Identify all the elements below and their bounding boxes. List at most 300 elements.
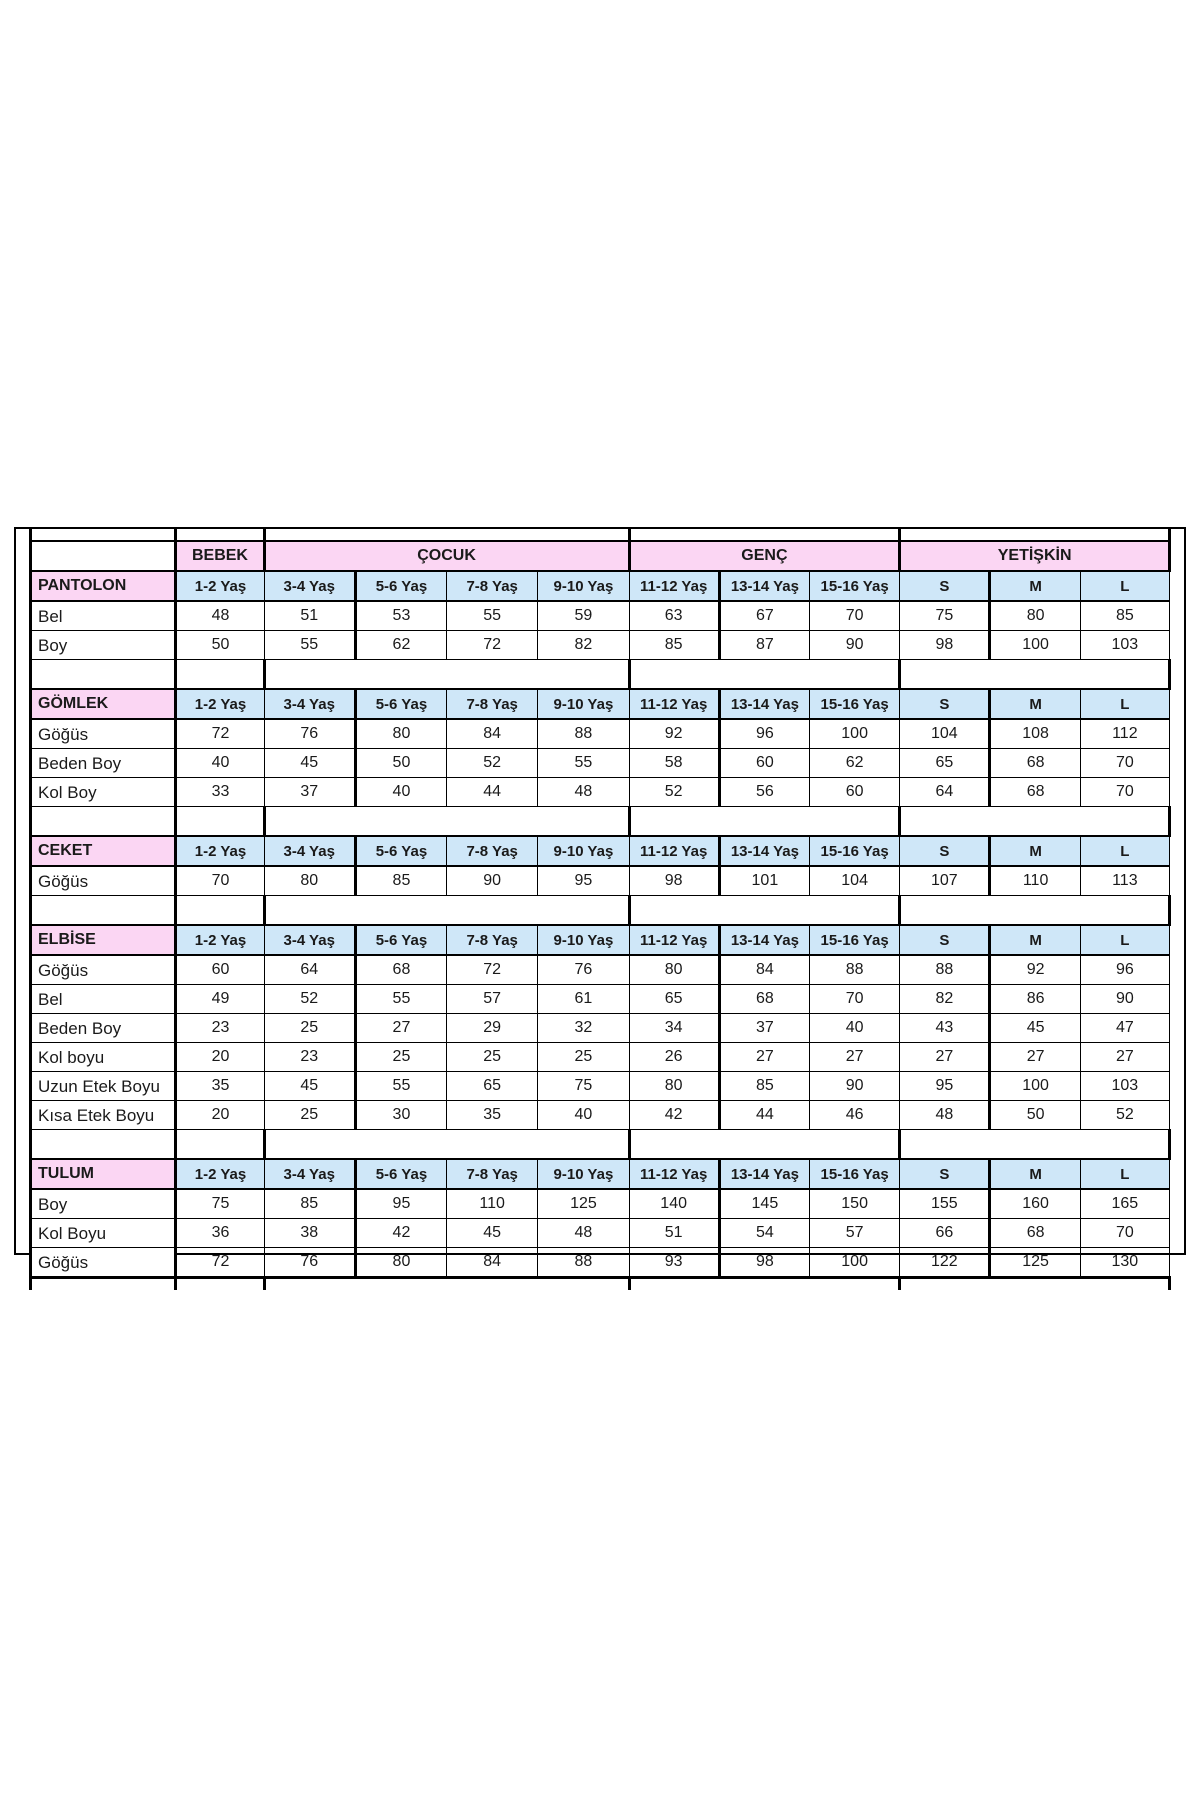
gap-cell bbox=[31, 529, 176, 541]
size-header-cell: 11-12 Yaş bbox=[629, 689, 719, 719]
size-header-cell: M bbox=[990, 689, 1080, 719]
value-cell: 84 bbox=[447, 719, 538, 749]
spacer-cell bbox=[900, 896, 1170, 926]
value-cell: 50 bbox=[355, 749, 446, 778]
value-cell: 30 bbox=[355, 1101, 446, 1130]
value-cell: 48 bbox=[538, 778, 629, 807]
value-cell: 80 bbox=[990, 601, 1080, 631]
value-cell: 68 bbox=[719, 985, 809, 1014]
value-cell: 95 bbox=[538, 866, 629, 896]
measure-label-cell: Göğüs bbox=[31, 866, 176, 896]
value-cell: 90 bbox=[1080, 985, 1169, 1014]
gap-cell bbox=[264, 1278, 629, 1291]
bottom-gap-row bbox=[31, 1278, 1170, 1291]
value-cell: 145 bbox=[719, 1189, 809, 1219]
size-header-cell: 11-12 Yaş bbox=[629, 836, 719, 866]
value-cell: 45 bbox=[447, 1219, 538, 1248]
measure-row bbox=[31, 1189, 1170, 1219]
value-cell: 70 bbox=[176, 866, 264, 896]
size-header-cell: 1-2 Yaş bbox=[176, 689, 264, 719]
size-header-cell: 3-4 Yaş bbox=[264, 1159, 355, 1189]
spacer-cell bbox=[264, 660, 629, 690]
value-cell: 27 bbox=[810, 1043, 900, 1072]
size-header-cell: 7-8 Yaş bbox=[447, 836, 538, 866]
value-cell: 95 bbox=[355, 1189, 446, 1219]
value-cell: 40 bbox=[810, 1014, 900, 1043]
value-cell: 100 bbox=[990, 1072, 1080, 1101]
value-cell: 155 bbox=[900, 1189, 990, 1219]
value-cell: 98 bbox=[719, 1248, 809, 1278]
size-header-cell: S bbox=[900, 571, 990, 601]
section-spacer-row bbox=[31, 807, 1170, 837]
size-header-cell: 5-6 Yaş bbox=[355, 571, 446, 601]
value-cell: 88 bbox=[538, 719, 629, 749]
gap-cell bbox=[176, 529, 264, 541]
value-cell: 88 bbox=[900, 955, 990, 985]
size-header-cell: 3-4 Yaş bbox=[264, 571, 355, 601]
size-header-cell: 5-6 Yaş bbox=[355, 1159, 446, 1189]
value-cell: 88 bbox=[810, 955, 900, 985]
value-cell: 32 bbox=[538, 1014, 629, 1043]
measure-row bbox=[31, 1072, 1170, 1101]
value-cell: 70 bbox=[1080, 778, 1169, 807]
size-header-cell: 7-8 Yaş bbox=[447, 571, 538, 601]
size-header-cell: S bbox=[900, 1159, 990, 1189]
size-header-cell: 7-8 Yaş bbox=[447, 925, 538, 955]
value-cell: 27 bbox=[355, 1014, 446, 1043]
size-header-cell: 11-12 Yaş bbox=[629, 1159, 719, 1189]
spacer-cell bbox=[176, 807, 264, 837]
value-cell: 160 bbox=[990, 1189, 1080, 1219]
measure-label-cell: Kısa Etek Boyu bbox=[31, 1101, 176, 1130]
value-cell: 84 bbox=[719, 955, 809, 985]
spacer-cell bbox=[264, 896, 629, 926]
measure-row bbox=[31, 1043, 1170, 1072]
value-cell: 75 bbox=[538, 1072, 629, 1101]
group-header-cell: ÇOCUK bbox=[264, 541, 629, 571]
section-name-cell: CEKET bbox=[31, 836, 176, 866]
value-cell: 100 bbox=[990, 631, 1080, 660]
value-cell: 75 bbox=[900, 601, 990, 631]
value-cell: 45 bbox=[264, 1072, 355, 1101]
size-chart-table bbox=[29, 529, 1171, 1290]
value-cell: 84 bbox=[447, 1248, 538, 1278]
measure-label-cell: Bel bbox=[31, 985, 176, 1014]
value-cell: 140 bbox=[629, 1189, 719, 1219]
size-header-cell: 13-14 Yaş bbox=[719, 1159, 809, 1189]
spacer-cell bbox=[31, 660, 176, 690]
size-header-cell: 5-6 Yaş bbox=[355, 689, 446, 719]
value-cell: 52 bbox=[1080, 1101, 1169, 1130]
value-cell: 90 bbox=[810, 631, 900, 660]
gap-cell bbox=[629, 529, 900, 541]
section-spacer-row bbox=[31, 896, 1170, 926]
measure-row bbox=[31, 866, 1170, 896]
value-cell: 70 bbox=[1080, 1219, 1169, 1248]
size-header-cell: 13-14 Yaş bbox=[719, 571, 809, 601]
measure-label-cell: Kol Boyu bbox=[31, 1219, 176, 1248]
section-header-row bbox=[31, 925, 1170, 955]
measure-label-cell: Göğüs bbox=[31, 719, 176, 749]
size-header-cell: 15-16 Yaş bbox=[810, 836, 900, 866]
spacer-cell bbox=[900, 807, 1170, 837]
measure-row bbox=[31, 719, 1170, 749]
value-cell: 52 bbox=[629, 778, 719, 807]
spacer-cell bbox=[264, 1130, 629, 1160]
value-cell: 51 bbox=[629, 1219, 719, 1248]
value-cell: 90 bbox=[810, 1072, 900, 1101]
value-cell: 68 bbox=[990, 1219, 1080, 1248]
section-header-row bbox=[31, 836, 1170, 866]
measure-label-cell: Beden Boy bbox=[31, 1014, 176, 1043]
spacer-cell bbox=[900, 1130, 1170, 1160]
value-cell: 29 bbox=[447, 1014, 538, 1043]
value-cell: 76 bbox=[264, 1248, 355, 1278]
spacer-cell bbox=[629, 807, 900, 837]
value-cell: 80 bbox=[629, 955, 719, 985]
size-header-cell: 9-10 Yaş bbox=[538, 689, 629, 719]
size-header-cell: 15-16 Yaş bbox=[810, 689, 900, 719]
value-cell: 72 bbox=[447, 631, 538, 660]
value-cell: 125 bbox=[990, 1248, 1080, 1278]
value-cell: 45 bbox=[264, 749, 355, 778]
size-header-cell: 15-16 Yaş bbox=[810, 1159, 900, 1189]
value-cell: 68 bbox=[990, 778, 1080, 807]
value-cell: 113 bbox=[1080, 866, 1169, 896]
measure-row bbox=[31, 749, 1170, 778]
section-spacer-row bbox=[31, 660, 1170, 690]
size-header-cell: 7-8 Yaş bbox=[447, 689, 538, 719]
size-header-cell: S bbox=[900, 925, 990, 955]
measure-label-cell: Beden Boy bbox=[31, 749, 176, 778]
corner-cell bbox=[31, 541, 176, 571]
size-header-cell: 9-10 Yaş bbox=[538, 571, 629, 601]
value-cell: 104 bbox=[900, 719, 990, 749]
value-cell: 87 bbox=[719, 631, 809, 660]
value-cell: 55 bbox=[355, 1072, 446, 1101]
spacer-cell bbox=[629, 896, 900, 926]
value-cell: 98 bbox=[629, 866, 719, 896]
value-cell: 37 bbox=[264, 778, 355, 807]
measure-label-cell: Göğüs bbox=[31, 955, 176, 985]
measure-label-cell: Boy bbox=[31, 1189, 176, 1219]
value-cell: 54 bbox=[719, 1219, 809, 1248]
size-header-cell: L bbox=[1080, 571, 1169, 601]
value-cell: 63 bbox=[629, 601, 719, 631]
value-cell: 101 bbox=[719, 866, 809, 896]
value-cell: 70 bbox=[810, 985, 900, 1014]
value-cell: 96 bbox=[719, 719, 809, 749]
measure-label-cell: Bel bbox=[31, 601, 176, 631]
value-cell: 100 bbox=[810, 719, 900, 749]
value-cell: 20 bbox=[176, 1043, 264, 1072]
size-header-cell: 15-16 Yaş bbox=[810, 571, 900, 601]
size-header-cell: 15-16 Yaş bbox=[810, 925, 900, 955]
value-cell: 53 bbox=[355, 601, 446, 631]
value-cell: 108 bbox=[990, 719, 1080, 749]
value-cell: 46 bbox=[810, 1101, 900, 1130]
value-cell: 20 bbox=[176, 1101, 264, 1130]
gap-cell bbox=[900, 1278, 1170, 1291]
value-cell: 72 bbox=[176, 1248, 264, 1278]
value-cell: 50 bbox=[176, 631, 264, 660]
value-cell: 122 bbox=[900, 1248, 990, 1278]
spacer-cell bbox=[264, 807, 629, 837]
value-cell: 42 bbox=[629, 1101, 719, 1130]
measure-row bbox=[31, 1219, 1170, 1248]
gap-cell bbox=[176, 1278, 264, 1291]
spacer-cell bbox=[176, 660, 264, 690]
value-cell: 96 bbox=[1080, 955, 1169, 985]
value-cell: 35 bbox=[176, 1072, 264, 1101]
size-header-cell: L bbox=[1080, 689, 1169, 719]
size-header-cell: L bbox=[1080, 836, 1169, 866]
value-cell: 43 bbox=[900, 1014, 990, 1043]
measure-row bbox=[31, 631, 1170, 660]
measure-row bbox=[31, 985, 1170, 1014]
value-cell: 88 bbox=[538, 1248, 629, 1278]
value-cell: 86 bbox=[990, 985, 1080, 1014]
size-header-cell: 1-2 Yaş bbox=[176, 571, 264, 601]
value-cell: 76 bbox=[264, 719, 355, 749]
value-cell: 85 bbox=[264, 1189, 355, 1219]
gap-cell bbox=[629, 1278, 900, 1291]
value-cell: 104 bbox=[810, 866, 900, 896]
value-cell: 66 bbox=[900, 1219, 990, 1248]
value-cell: 95 bbox=[900, 1072, 990, 1101]
value-cell: 100 bbox=[810, 1248, 900, 1278]
value-cell: 34 bbox=[629, 1014, 719, 1043]
group-header-row bbox=[31, 541, 1170, 571]
value-cell: 40 bbox=[355, 778, 446, 807]
value-cell: 60 bbox=[719, 749, 809, 778]
value-cell: 82 bbox=[900, 985, 990, 1014]
spacer-cell bbox=[900, 660, 1170, 690]
group-header-cell: GENÇ bbox=[629, 541, 900, 571]
value-cell: 70 bbox=[1080, 749, 1169, 778]
value-cell: 52 bbox=[447, 749, 538, 778]
top-gap-row bbox=[31, 529, 1170, 541]
value-cell: 80 bbox=[355, 719, 446, 749]
value-cell: 82 bbox=[538, 631, 629, 660]
measure-label-cell: Kol Boy bbox=[31, 778, 176, 807]
spacer-cell bbox=[31, 896, 176, 926]
value-cell: 57 bbox=[447, 985, 538, 1014]
value-cell: 35 bbox=[447, 1101, 538, 1130]
size-header-cell: 3-4 Yaş bbox=[264, 925, 355, 955]
group-header-cell: YETİŞKİN bbox=[900, 541, 1170, 571]
size-header-cell: 13-14 Yaş bbox=[719, 836, 809, 866]
value-cell: 57 bbox=[810, 1219, 900, 1248]
value-cell: 80 bbox=[264, 866, 355, 896]
value-cell: 47 bbox=[1080, 1014, 1169, 1043]
value-cell: 27 bbox=[1080, 1043, 1169, 1072]
value-cell: 33 bbox=[176, 778, 264, 807]
value-cell: 70 bbox=[810, 601, 900, 631]
section-spacer-row bbox=[31, 1130, 1170, 1160]
value-cell: 49 bbox=[176, 985, 264, 1014]
value-cell: 55 bbox=[264, 631, 355, 660]
value-cell: 38 bbox=[264, 1219, 355, 1248]
size-header-cell: 1-2 Yaş bbox=[176, 836, 264, 866]
section-name-cell: PANTOLON bbox=[31, 571, 176, 601]
value-cell: 25 bbox=[538, 1043, 629, 1072]
value-cell: 110 bbox=[990, 866, 1080, 896]
value-cell: 68 bbox=[990, 749, 1080, 778]
value-cell: 44 bbox=[447, 778, 538, 807]
measure-label-cell: Göğüs bbox=[31, 1248, 176, 1278]
gap-cell bbox=[900, 529, 1170, 541]
size-header-cell: 5-6 Yaş bbox=[355, 925, 446, 955]
value-cell: 85 bbox=[629, 631, 719, 660]
value-cell: 68 bbox=[355, 955, 446, 985]
measure-label-cell: Boy bbox=[31, 631, 176, 660]
size-chart-frame bbox=[14, 527, 1186, 1272]
value-cell: 25 bbox=[264, 1101, 355, 1130]
value-cell: 62 bbox=[810, 749, 900, 778]
value-cell: 27 bbox=[900, 1043, 990, 1072]
value-cell: 55 bbox=[447, 601, 538, 631]
size-header-cell: S bbox=[900, 836, 990, 866]
value-cell: 90 bbox=[447, 866, 538, 896]
size-header-cell: 9-10 Yaş bbox=[538, 925, 629, 955]
value-cell: 85 bbox=[719, 1072, 809, 1101]
value-cell: 40 bbox=[176, 749, 264, 778]
measure-row bbox=[31, 601, 1170, 631]
size-header-cell: 11-12 Yaş bbox=[629, 571, 719, 601]
section-header-row bbox=[31, 571, 1170, 601]
group-header-cell: BEBEK bbox=[176, 541, 264, 571]
size-header-cell: M bbox=[990, 925, 1080, 955]
size-header-cell: S bbox=[900, 689, 990, 719]
value-cell: 51 bbox=[264, 601, 355, 631]
value-cell: 110 bbox=[447, 1189, 538, 1219]
size-header-cell: M bbox=[990, 571, 1080, 601]
spacer-cell bbox=[31, 1130, 176, 1160]
value-cell: 107 bbox=[900, 866, 990, 896]
value-cell: 98 bbox=[900, 631, 990, 660]
size-header-cell: M bbox=[990, 836, 1080, 866]
value-cell: 50 bbox=[990, 1101, 1080, 1130]
size-header-cell: 13-14 Yaş bbox=[719, 689, 809, 719]
size-header-cell: 9-10 Yaş bbox=[538, 836, 629, 866]
measure-label-cell: Kol boyu bbox=[31, 1043, 176, 1072]
value-cell: 85 bbox=[355, 866, 446, 896]
value-cell: 55 bbox=[355, 985, 446, 1014]
size-header-cell: M bbox=[990, 1159, 1080, 1189]
value-cell: 36 bbox=[176, 1219, 264, 1248]
value-cell: 56 bbox=[719, 778, 809, 807]
value-cell: 37 bbox=[719, 1014, 809, 1043]
size-header-cell: 3-4 Yaş bbox=[264, 836, 355, 866]
value-cell: 72 bbox=[176, 719, 264, 749]
value-cell: 27 bbox=[719, 1043, 809, 1072]
size-header-cell: 7-8 Yaş bbox=[447, 1159, 538, 1189]
value-cell: 112 bbox=[1080, 719, 1169, 749]
value-cell: 130 bbox=[1080, 1248, 1169, 1278]
size-chart-body bbox=[31, 529, 1170, 1290]
value-cell: 103 bbox=[1080, 631, 1169, 660]
section-header-row bbox=[31, 1159, 1170, 1189]
value-cell: 40 bbox=[538, 1101, 629, 1130]
value-cell: 85 bbox=[1080, 601, 1169, 631]
value-cell: 64 bbox=[900, 778, 990, 807]
spacer-cell bbox=[629, 660, 900, 690]
value-cell: 64 bbox=[264, 955, 355, 985]
value-cell: 59 bbox=[538, 601, 629, 631]
value-cell: 103 bbox=[1080, 1072, 1169, 1101]
spacer-cell bbox=[176, 1130, 264, 1160]
value-cell: 67 bbox=[719, 601, 809, 631]
size-header-cell: 13-14 Yaş bbox=[719, 925, 809, 955]
value-cell: 26 bbox=[629, 1043, 719, 1072]
size-header-cell: L bbox=[1080, 925, 1169, 955]
value-cell: 60 bbox=[176, 955, 264, 985]
value-cell: 23 bbox=[264, 1043, 355, 1072]
size-header-cell: 11-12 Yaş bbox=[629, 925, 719, 955]
spacer-cell bbox=[31, 807, 176, 837]
value-cell: 92 bbox=[629, 719, 719, 749]
value-cell: 25 bbox=[264, 1014, 355, 1043]
value-cell: 55 bbox=[538, 749, 629, 778]
value-cell: 60 bbox=[810, 778, 900, 807]
size-header-cell: 1-2 Yaş bbox=[176, 1159, 264, 1189]
value-cell: 165 bbox=[1080, 1189, 1169, 1219]
value-cell: 27 bbox=[990, 1043, 1080, 1072]
value-cell: 58 bbox=[629, 749, 719, 778]
value-cell: 25 bbox=[355, 1043, 446, 1072]
value-cell: 80 bbox=[355, 1248, 446, 1278]
value-cell: 125 bbox=[538, 1189, 629, 1219]
size-header-cell: 1-2 Yaş bbox=[176, 925, 264, 955]
size-header-cell: 5-6 Yaş bbox=[355, 836, 446, 866]
value-cell: 48 bbox=[538, 1219, 629, 1248]
value-cell: 76 bbox=[538, 955, 629, 985]
measure-row bbox=[31, 1101, 1170, 1130]
measure-row bbox=[31, 1014, 1170, 1043]
size-header-cell: 3-4 Yaş bbox=[264, 689, 355, 719]
size-header-cell: 9-10 Yaş bbox=[538, 1159, 629, 1189]
value-cell: 23 bbox=[176, 1014, 264, 1043]
value-cell: 75 bbox=[176, 1189, 264, 1219]
section-header-row bbox=[31, 689, 1170, 719]
measure-label-cell: Uzun Etek Boyu bbox=[31, 1072, 176, 1101]
value-cell: 150 bbox=[810, 1189, 900, 1219]
value-cell: 92 bbox=[990, 955, 1080, 985]
value-cell: 72 bbox=[447, 955, 538, 985]
gap-cell bbox=[264, 529, 629, 541]
spacer-cell bbox=[629, 1130, 900, 1160]
value-cell: 52 bbox=[264, 985, 355, 1014]
measure-row bbox=[31, 1248, 1170, 1278]
gap-cell bbox=[31, 1278, 176, 1291]
value-cell: 80 bbox=[629, 1072, 719, 1101]
value-cell: 61 bbox=[538, 985, 629, 1014]
value-cell: 62 bbox=[355, 631, 446, 660]
size-header-cell: L bbox=[1080, 1159, 1169, 1189]
measure-row bbox=[31, 955, 1170, 985]
spacer-cell bbox=[176, 896, 264, 926]
value-cell: 93 bbox=[629, 1248, 719, 1278]
measure-row bbox=[31, 778, 1170, 807]
section-name-cell: TULUM bbox=[31, 1159, 176, 1189]
value-cell: 42 bbox=[355, 1219, 446, 1248]
value-cell: 44 bbox=[719, 1101, 809, 1130]
section-name-cell: ELBİSE bbox=[31, 925, 176, 955]
value-cell: 45 bbox=[990, 1014, 1080, 1043]
section-name-cell: GÖMLEK bbox=[31, 689, 176, 719]
value-cell: 25 bbox=[447, 1043, 538, 1072]
